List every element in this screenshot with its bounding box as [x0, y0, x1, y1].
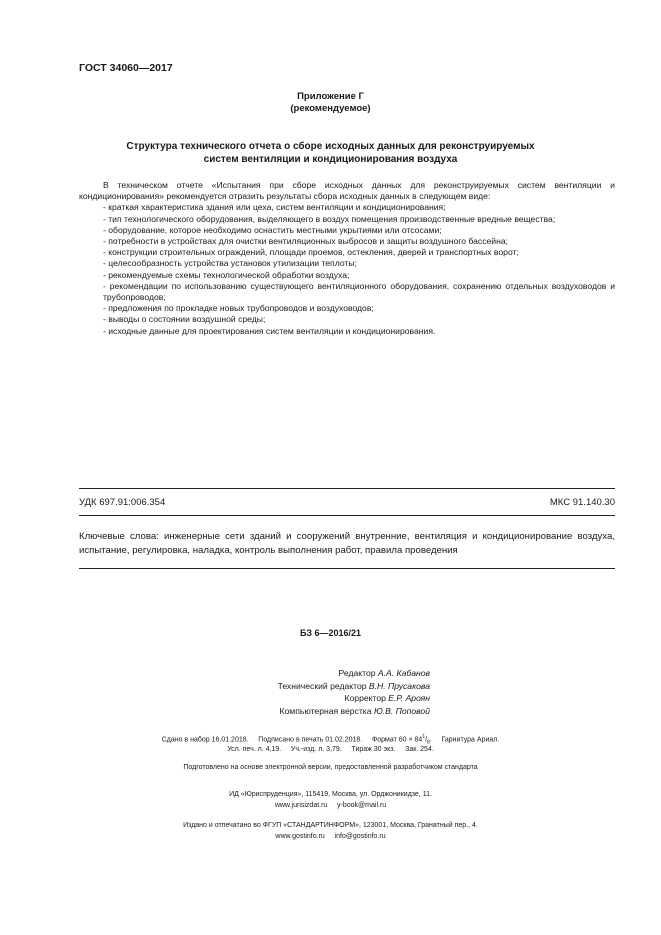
section-title-line1: Структура технического отчета о сборе исходных данных для реконструируемых	[126, 141, 535, 152]
body-text	[79, 180, 615, 337]
imprint-line-1: Сдано в набор 16.01.2018. Подписано в печать 01.02.2018. Формат $60 \times 84^1/_8$. Гарнитура Ариал.	[161, 734, 500, 746]
list-item: - исходные данные для проектирования систем вентиляции и кондиционирования.	[103, 325, 436, 336]
udk-code: УДК 697.91:006.354	[79, 497, 166, 508]
list-item: - конструкции строительных ограждений, площади проемов, остекления, дверей и транспортных ворот;	[103, 247, 519, 258]
imprint-line-2: Усл. печ. л. 4,19. Уч.-изд. л. 3,79. Тираж 30 экз. Зак. 254.	[227, 746, 434, 753]
imprint-line-7: www.gostinfo.ru info@gostinfo.ru	[275, 833, 386, 840]
appendix-heading	[0, 91, 661, 115]
list-item: - выводы о состоянии воздушной среды;	[103, 314, 266, 325]
section-title	[0, 140, 661, 166]
credit-editor: Редактор А.А. Кабанов	[338, 668, 430, 678]
section-title-line2: систем вентиляции и кондиционирования воздуха	[203, 154, 458, 165]
imprint-line-3: Подготовлено на основе электронной версии, предоставленной разработчиком стандарта	[183, 764, 478, 771]
credit-corrector: Корректор Е.Р. Ароян	[344, 693, 430, 703]
keywords: Ключевые слова: инженерные сети зданий и сооружений внутренние, вентиляция и кондиционирование воздуха, испытание, регулировка, наладка, контроль выполнения работ, правила проведения	[79, 531, 615, 556]
credit-layout: Компьютерная верстка Ю.В. Поповой	[279, 705, 430, 716]
intro-paragraph: В техническом отчете «Испытания при сборе исходных данных для реконструируемых систем вентиляции и кондиционирования» рекомендуется отразить результаты сбора исходных данных в следующем виде:	[79, 180, 615, 202]
imprint-line-4: ИД «Юриспруденция», 115419, Москва, ул. Орджоникидзе, 11.	[229, 791, 432, 798]
credits-block	[230, 667, 430, 717]
document-header: ГОСТ 34060—2017	[79, 62, 173, 74]
divider-middle	[79, 515, 615, 516]
list-item: - тип технологического оборудования, выделяющего в воздух помещения производственные вредные вещества;	[103, 213, 556, 224]
list-item: - краткая характеристика здания или цеха, систем вентиляции и кондиционирования;	[103, 202, 446, 213]
appendix-title: Приложение Г	[297, 91, 364, 102]
list-item: - рекомендуемые схемы технологической обработки воздуха;	[103, 269, 350, 280]
divider-top	[79, 488, 615, 489]
list-item: - предложения по прокладке новых трубопроводов и воздуховодов;	[103, 303, 374, 314]
appendix-subtitle: (рекомендуемое)	[290, 103, 371, 114]
list-item: - потребности в устройствах для очистки вентиляционных выбросов и защиты воздушного бассейна;	[103, 236, 509, 247]
list-item: - рекомендации по использованию существующего вентиляционного оборудования, сохранению отдельных воздуховодов и трубопроводов;	[103, 280, 615, 303]
list-item: - оборудование, которое необходимо оснастить местными укрытиями или отсосами;	[103, 224, 442, 235]
mks-code: МКС 91.140.30	[549, 497, 615, 508]
list-item: - целесообразность устройства установок утилизации теплоты;	[103, 258, 357, 269]
credit-tech-editor: Технический редактор В.Н. Прусакова	[277, 680, 430, 691]
imprint-line-6: Издано и отпечатано во ФГУП «СТАНДАРТИНФОРМ», 123001, Москва, Гранатный пер., 4.	[183, 822, 478, 829]
imprint-line-5: www.jurisizdat.ru y-book@mail.ru	[274, 802, 387, 809]
bz-number: БЗ 6—2016/21	[299, 628, 362, 638]
divider-bottom	[79, 568, 615, 569]
